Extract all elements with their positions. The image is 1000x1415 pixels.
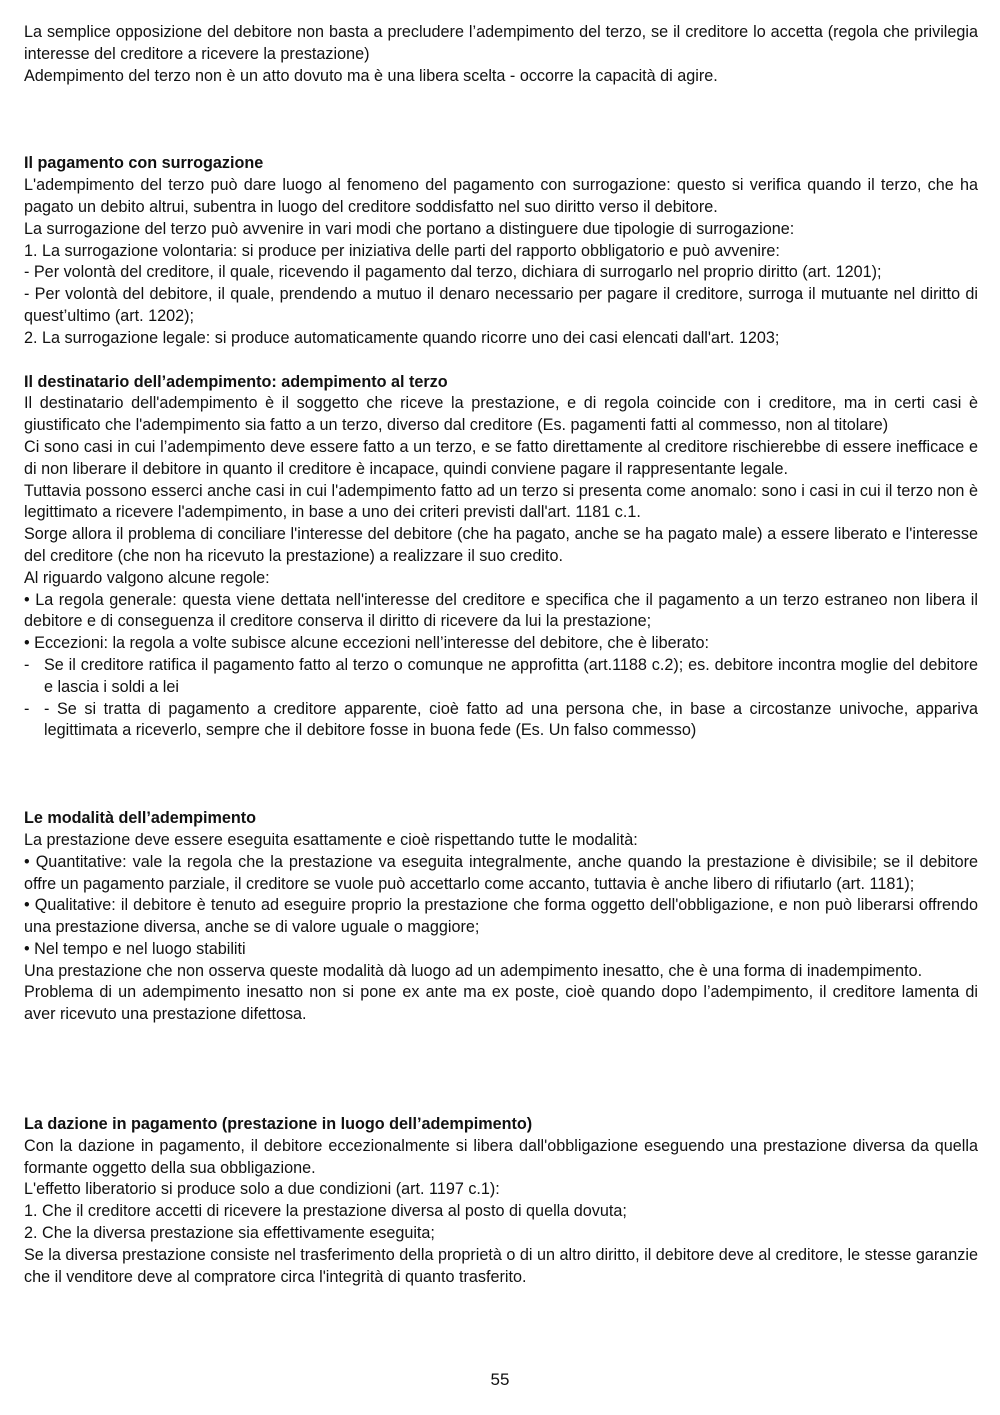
- bullet-paragraph: • La regola generale: questa viene dettata nell'interesse del creditore e specifica che il pagamento a un terzo estraneo non libera il debitore e di conseguenza il creditore conserva il diritto di ricevere da lui la prestazione;: [24, 590, 978, 631]
- paragraph: Tuttavia possono esserci anche casi in cui l'adempimento fatto ad un terzo si presenta come anomalo: sono i casi in cui il terzo non è legittimato a ricevere l'adempimento, in base a uno dei criteri previsti dall'art. 1181 c.1.: [24, 481, 978, 522]
- paragraph: Al riguardo valgono alcune regole:: [24, 568, 270, 587]
- bullet-paragraph: • Quantitative: vale la regola che la prestazione va eseguita integralmente, anche quando la prestazione è divisibile; se il debitore offre un pagamento parziale, il creditore se vuole può accettarlo come accanto, tuttavia è anche libero di rifiutarlo (art. 1181);: [24, 852, 978, 893]
- spacer: [24, 350, 978, 372]
- intro-paragraph: Adempimento del terzo non è un atto dovuto ma è una libera scelta - occorre la capacità di agire.: [24, 66, 718, 85]
- intro-paragraph: La semplice opposizione del debitore non basta a precludere l’adempimento del terzo, se il creditore lo accetta (regola che privilegia interesse del creditore a ricevere la prestazione): [24, 23, 978, 63]
- dash-bullet: -: [24, 699, 30, 718]
- dash-item-text: Se il creditore ratifica il pagamento fatto al terzo o comunque ne approfitta (art.1188 c.2); es. debitore incontra moglie del debitore e lascia i soldi a lei: [44, 655, 978, 696]
- bullet-paragraph: • Eccezioni: la regola a volte subisce alcune eccezioni nell’interesse del debitore, che è liberato:: [24, 634, 710, 653]
- paragraph: Se la diversa prestazione consiste nel trasferimento della proprietà o di un altro diritto, il debitore deve al creditore, le stesse garanzie che il venditore deve al compratore circa l'integrità di quanto trasferito.: [24, 1245, 978, 1286]
- paragraph: 2. La surrogazione legale: si produce automaticamente quando ricorre uno dei casi elencati dall'art. 1203;: [24, 328, 780, 347]
- paragraph: Sorge allora il problema di conciliare l'interesse del debitore (che ha pagato, anche se ha pagato male) a essere liberato e l'interesse del creditore (che non ha ricevuto la prestazione) a realizzare il suo credito.: [24, 525, 978, 565]
- paragraph: 2. Che la diversa prestazione sia effettivamente eseguita;: [24, 1224, 435, 1243]
- dash-bullet: -: [24, 655, 30, 674]
- paragraph: 1. Che il creditore accetti di ricevere la prestazione diversa al posto di quella dovuta;: [24, 1202, 627, 1221]
- paragraph: La prestazione deve essere eseguita esattamente e cioè rispettando tutte le modalità:: [24, 830, 638, 849]
- paragraph: 1. La surrogazione volontaria: si produce per iniziativa delle parti del rapporto obbligatorio e può avvenire:: [24, 241, 780, 260]
- paragraph: L'adempimento del terzo può dare luogo al fenomeno del pagamento con surrogazione: questo si verifica quando il terzo, che ha pagato un debito altrui, subentra in luogo del creditore soddisfatto nel suo diritto verso il debitore.: [24, 176, 978, 216]
- spacer: [24, 87, 978, 153]
- dash-list-item: [24, 655, 978, 699]
- spacer: [24, 742, 978, 808]
- dash-item-text: - Se si tratta di pagamento a creditore apparente, cioè fatto ad una persona che, in base a circostanze univoche, appariva legittimata a riceverlo, sempre che il debitore fosse in buona fede (Es. Un falso commesso): [44, 699, 978, 740]
- page-number: 55: [490, 1370, 510, 1389]
- paragraph: Ci sono casi in cui l’adempimento deve essere fatto a un terzo, e se fatto direttamente al creditore rischierebbe di essere inefficace e di non liberare il debitore in quanto il creditore è incapace, quindi conviene pagare il rappresentante legale.: [24, 437, 978, 478]
- paragraph: - Per volontà del debitore, il quale, prendendo a mutuo il denaro necessario per pagare il creditore, surroga il mutuante nel diritto di quest’ultimo (art. 1202);: [24, 285, 978, 325]
- dash-list-item: [24, 699, 978, 743]
- paragraph: Con la dazione in pagamento, il debitore eccezionalmente si libera dall'obbligazione eseguendo una prestazione diversa da quella formante oggetto della sua obbligazione.: [24, 1136, 978, 1177]
- paragraph: - Per volontà del creditore, il quale, ricevendo il pagamento dal terzo, dichiara di surrogarlo nel proprio diritto (art. 1201);: [24, 263, 882, 282]
- paragraph: La surrogazione del terzo può avvenire in vari modi che portano a distinguere due tipologie di surrogazione:: [24, 219, 795, 238]
- section-heading-surrogazione: Il pagamento con surrogazione: [24, 154, 264, 173]
- section-heading-dazione: La dazione in pagamento (prestazione in luogo dell’adempimento): [24, 1115, 533, 1134]
- paragraph: Problema di un adempimento inesatto non si pone ex ante ma ex poste, cioè quando dopo l’adempimento, il creditore lamenta di aver ricevuto una prestazione difettosa.: [24, 983, 978, 1024]
- spacer: [24, 1026, 978, 1114]
- paragraph: Il destinatario dell'adempimento è il soggetto che riceve la prestazione, e di regola coincide con i creditore, ma in certi casi è giustificato che l'adempimento sia fatto a un terzo, diverso dal creditore (Es. pagamenti fatti al commesso, non al titolare): [24, 394, 978, 435]
- bullet-paragraph: • Nel tempo e nel luogo stabiliti: [24, 939, 246, 958]
- paragraph: Una prestazione che non osserva queste modalità dà luogo ad un adempimento inesatto, che è una forma di inadempimento.: [24, 961, 923, 980]
- paragraph: L'effetto liberatorio si produce solo a due condizioni (art. 1197 c.1):: [24, 1180, 500, 1199]
- section-heading-destinatario: Il destinatario dell’adempimento: adempimento al terzo: [24, 372, 448, 391]
- bullet-paragraph: • Qualitative: il debitore è tenuto ad eseguire proprio la prestazione che forma oggetto dell'obbligazione, e non può liberarsi offrendo una prestazione diversa, anche se di valore uguale o maggiore;: [24, 896, 978, 937]
- section-heading-modalita: Le modalità dell’adempimento: [24, 809, 257, 828]
- document-page: [24, 22, 978, 1288]
